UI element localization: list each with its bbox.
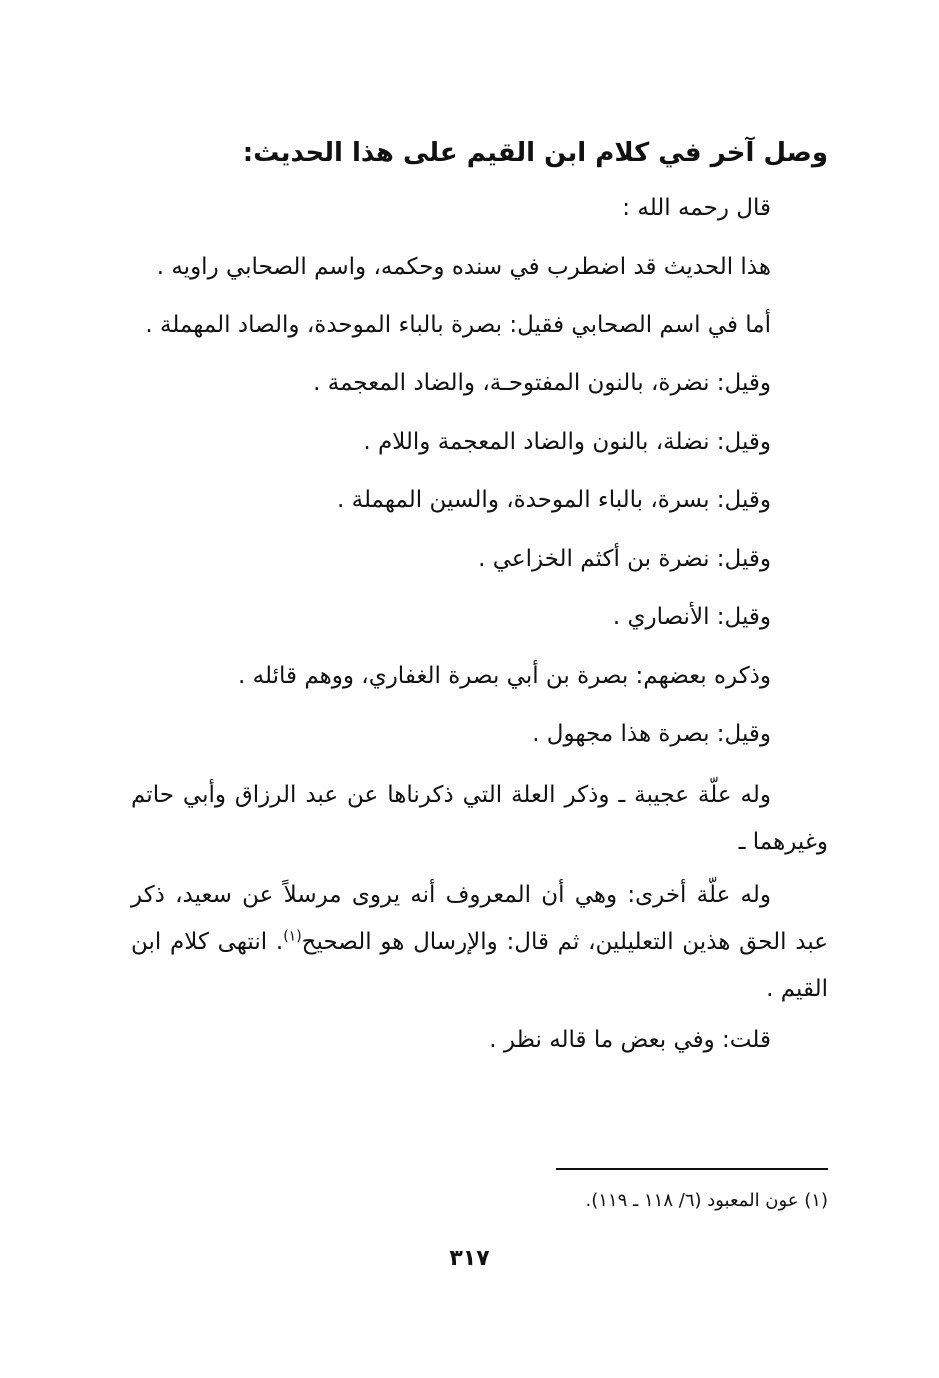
- footnote: (١) عون المعبود (٦/ ١١٨ ـ ١١٩).: [585, 1190, 828, 1211]
- text-line-3: أما في اسم الصحابي فقيل: بصرة بالباء الموحدة، والصاد المهملة .: [145, 312, 771, 338]
- text-line-2: هذا الحديث قد اضطرب في سنده وحكمه، واسم الصحابي راويه .: [156, 254, 771, 280]
- paragraph-2-text: وله علّة أخرى: وهي أن المعروف أنه يروى مرسلاً عن سعيد، ذكر عبد الحق هذين التعليلين، ثم قال: والإرسال هو الصحيح: [131, 882, 829, 955]
- text-line-5: وقيل: نضلة، بالنون والضاد المعجمة واللام .: [363, 429, 771, 455]
- page-number: ٣١٧: [449, 1246, 490, 1271]
- paragraph-1-text: وله علّة عجيبة ـ وذكر العلة التي ذكرناها عن عبد الرزاق وأبي حاتم وغيرهما ـ: [131, 782, 828, 855]
- text-line-10: وقيل: بصرة هذا مجهول .: [532, 721, 771, 747]
- text-line-4: وقيل: نضرة، بالنون المفتوحـة، والضاد المعجمة .: [313, 370, 771, 396]
- text-line-9: وذكره بعضهم: بصرة بن أبي بصرة الغفاري، ووهم قائله .: [238, 663, 771, 689]
- paragraph-1: [131, 772, 828, 866]
- section-heading: وصل آخر في كلام ابن القيم على هذا الحديث:: [242, 138, 828, 168]
- text-line-8: وقيل: الأنصاري .: [612, 604, 771, 630]
- paragraph-2: [131, 872, 828, 1013]
- text-line-1: قال رحمه الله :: [622, 195, 771, 221]
- closing-line: قلت: وفي بعض ما قاله نظر .: [489, 1027, 771, 1053]
- footnote-marker: (١): [283, 928, 302, 945]
- paragraph-2-text-end: . انتهى كلام ابن القيم .: [131, 929, 828, 1002]
- text-line-6: وقيل: بسرة، بالباء الموحدة، والسين المهملة .: [336, 487, 771, 513]
- text-line-7: وقيل: نضرة بن أكثم الخزاعي .: [478, 546, 771, 572]
- footnote-divider: [556, 1168, 828, 1170]
